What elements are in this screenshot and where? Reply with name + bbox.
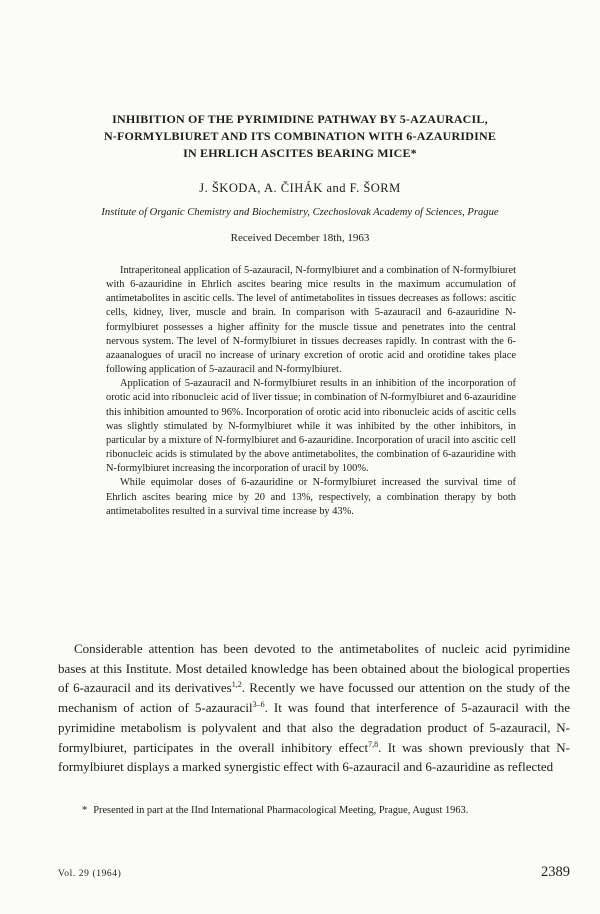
- reference-mark: 3–6: [252, 700, 265, 710]
- received-date: Received December 18th, 1963: [230, 232, 370, 244]
- title-line-2: N-FORMYLBIURET AND ITS COMBINATION WITH 6-AZAURIDINE: [103, 129, 497, 143]
- authors: J. ŠKODA, A. ČIHÁK and F. ŠORM: [199, 181, 401, 195]
- abstract-paragraph-1: Intraperitoneal application of 5-azauracil, N-formylbiuret and a combination of N-formylbiuret with 6-azauridine in Ehrlich ascites bearing mice results in the maximum accumulation of antimetabolites in ascitic cells. The level of antimetabolites in tissues decreases as follows: ascitic cells, kidney, liver, muscle and brain. In comparison with 5-azauracil and 6-azauridine N-formylbiuret possesses a higher affinity for the muscle tissue and penetrates into the central nervous system. The level of N-formylbiuret in tissues decreases rapidly. In contrast with the 6-azaanalogues of uracil no increase of urinary excretion of orotic acid and orotidine takes place following application of 5-azauracil and N-formylbiuret.: [106, 265, 516, 376]
- article-title: [50, 111, 550, 162]
- affiliation: Institute of Organic Chemistry and Biochemistry, Czechoslovak Academy of Sciences, Prague: [101, 207, 499, 218]
- abstract-paragraph-2: Application of 5-azauracil and N-formylbiuret results in an inhibition of the incorporation of orotic acid into ribonucleic acid of liver tissue; in combination of N-formylbiuret and 6-azauridine this inhibition amounted to 96%. Incorporation of orotic acid into ribonucleic acids of ascitic cells was slightly stimulated by N-formylbiuret while it was inhibited by the other inhibitors, in particular by a mixture of N-formylbiuret and 6-azauridine. Incorporation of uracil into ascitic cell ribonucleic acids is stimulated by the above antimetabolites, the combination of 6-azauridine with N-formylbiuret increasing the incorporation of uracil by 100%.: [106, 378, 516, 475]
- body-sentence-2: . Recently we have focussed our attention on the study of the mechanism of action of 5-azauracil: [58, 680, 570, 716]
- body-sentence-3: . It was found that interference of 5-azauracil with the pyrimidine metabolism is polyvalent and that also the degradation product of 5-azauracil, N-formylbiuret, participates in the overall inhibitory effect: [58, 700, 570, 755]
- journal-volume: Vol. 29 (1964): [58, 869, 122, 879]
- reference-mark: 1,2: [231, 680, 242, 690]
- footnote-mark: *: [82, 805, 88, 816]
- page-number: 2389: [541, 864, 570, 880]
- abstract: [106, 264, 516, 519]
- body-paragraph-1: [58, 639, 570, 777]
- abstract-paragraph-3: While equimolar doses of 6-azauridine or N-formylbiuret increased the survival time of Ehrlich ascites bearing mice by 20 and 13%, respectively, a combination therapy by both antimetabolites resulted in a survival time increase by 43%.: [106, 477, 516, 517]
- title-line-3: IN EHRLICH ASCITES BEARING MICE*: [183, 146, 417, 160]
- body-sentence-1: Considerable attention has been devoted to the antimetabolites of nucleic acid pyrimidine bases at this Institute. Most detailed knowledge has been obtained about the biological properties of 6-azauracil and its derivatives: [58, 641, 570, 696]
- body-text: [58, 639, 570, 777]
- title-line-1: INHIBITION OF THE PYRIMIDINE PATHWAY BY 5-AZAURACIL,: [112, 112, 488, 126]
- footnote-text: Presented in part at the IInd International Pharmacological Meeting, Prague, August 1963.: [93, 805, 469, 816]
- reference-mark: 7,8: [368, 739, 379, 749]
- body-sentence-4: . It was shown previously that N-formylbiuret displays a marked synergistic effect with 6-azauracil and 6-azauridine as reflected: [58, 739, 570, 775]
- footnote: [82, 805, 572, 816]
